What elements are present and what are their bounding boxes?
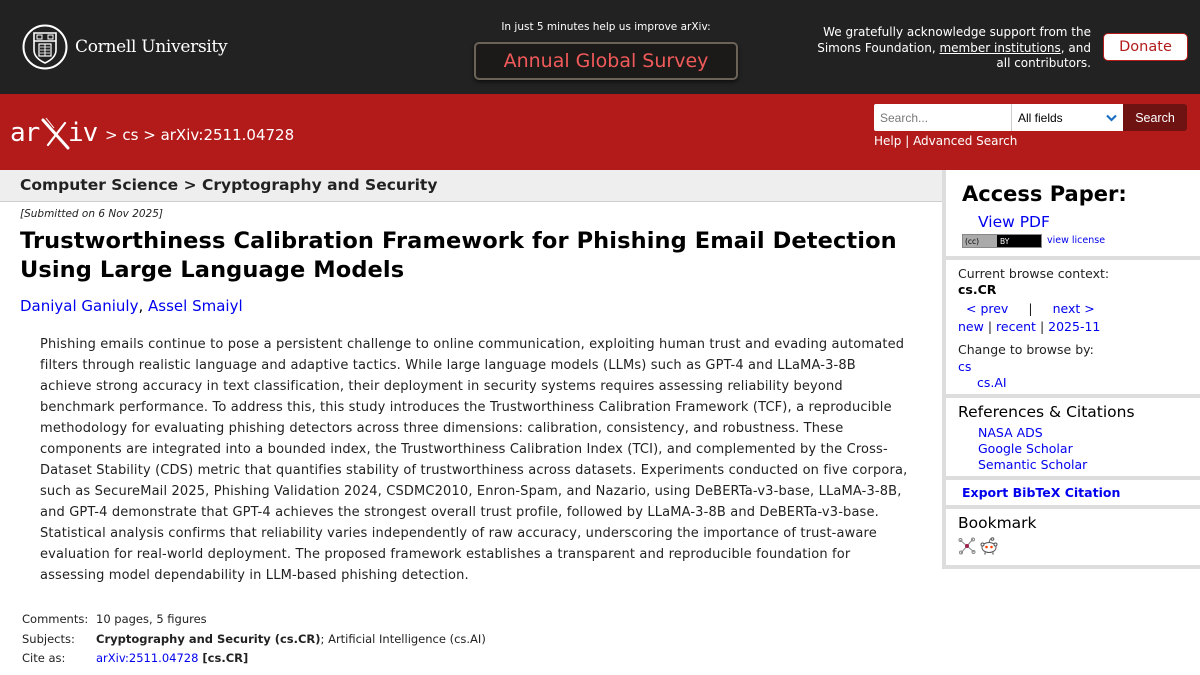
support-text-2: Simons Foundation, <box>817 40 936 55</box>
search-field-select[interactable] <box>1011 104 1123 131</box>
advanced-search-link[interactable]: Advanced Search <box>913 134 1018 148</box>
search-input[interactable] <box>874 104 1011 131</box>
support-text-1: We gratefully acknowledge support from the <box>823 25 1091 39</box>
nav-divider: | <box>1035 319 1049 334</box>
browse-context-box <box>946 260 1200 394</box>
comments-label: Comments: <box>22 612 89 626</box>
browse-cs-link[interactable]: cs <box>958 359 972 374</box>
svg-text:ar: ar <box>10 118 40 148</box>
view-pdf-link[interactable]: View PDF <box>978 213 1050 231</box>
help-link[interactable]: Help <box>874 134 902 148</box>
arxiv-header <box>0 94 1200 170</box>
author-link[interactable]: Assel Smaiyl <box>148 297 243 315</box>
abstract-text: Phishing emails continue to pose a persistent challenge to online communication, exploiting human trust and evading automated filters through realistic language and adaptive tactics. While large language models (LLMs) such as GPT-4 and LLaMA-3-8B achieve strong accuracy in text classification, their deployment in security systems requires assessing reliability beyond benchmark performance. To address this, this study introduces the Trustworthiness Calibration Framework (TCF), a reproducible methodology for evaluating phishing detectors across three dimensions: calibration, consistency, and robustness. These components are integrated into a bounded index, the Trustworthiness Calibration Index (TCI), and complemented by the Cross-Dataset Stability (CDS) metric that quantifies stability of trustworthiness across datasets. Experiments conducted on five corpora, such as SecureMail 2025, Phishing Validation 2024, CSDMC2010, Enron-Spam, and Nazario, using DeBERTa-v3-base, LLaMA-3-8B, and GPT-4 demonstrate that GPT-4 achieves the strongest overall trust profile, followed by LLaMA-3-8B and DeBERTa-v3-base. Statistical analysis confirms that reliability varies independently of raw accuracy, underscoring the importance of trust-aware evaluation for real-world deployment. The proposed framework establishes a transparent and reproducible foundation for assessing model dependability in LLM-based phishing detection. <box>40 337 908 583</box>
author-link[interactable]: Daniyal Ganiuly <box>20 297 139 315</box>
subjects-row <box>22 630 486 650</box>
cornell-seal-icon <box>22 24 68 70</box>
change-browse-label: Change to browse by: <box>958 342 1094 357</box>
access-paper-box <box>946 170 1200 256</box>
bookmark-icons <box>958 537 998 555</box>
survey-intro-text: In just 5 minutes help us improve arXiv: <box>501 21 711 33</box>
svg-text:iv: iv <box>68 118 98 148</box>
bibsonomy-icon[interactable] <box>958 537 976 555</box>
export-citation-box <box>946 480 1200 505</box>
chevron-down-icon <box>1106 114 1117 122</box>
breadcrumb-sep: > <box>105 126 118 144</box>
primary-subject: Cryptography and Security (cs.CR) <box>96 631 321 646</box>
cornell-logo-link[interactable] <box>22 24 227 70</box>
cc-by-license-icon[interactable] <box>962 234 1042 248</box>
prev-next-divider: | <box>1028 301 1033 316</box>
arxiv-logo-icon[interactable] <box>10 114 102 150</box>
metadata-table <box>22 610 486 669</box>
search-field-value: All fields <box>1018 110 1063 125</box>
semantic-scholar-link[interactable]: Semantic Scholar <box>978 457 1088 472</box>
month-listing-link[interactable]: 2025-11 <box>1048 319 1101 334</box>
survey-promo <box>474 21 738 80</box>
cc-badge-by: BY <box>1000 236 1010 246</box>
search-help-links <box>874 134 1017 148</box>
cite-arxiv-id-link[interactable]: arXiv:2511.04728 <box>96 651 199 665</box>
subject-heading: Computer Science > Cryptography and Security <box>0 170 942 202</box>
cornell-banner <box>0 0 1200 94</box>
cc-badge-cc: (cc) <box>963 235 997 247</box>
donate-button[interactable]: Donate <box>1103 33 1188 61</box>
browse-context-label: Current browse context: <box>958 266 1110 281</box>
next-link[interactable]: next > <box>1052 301 1095 316</box>
access-paper-heading: Access Paper: <box>962 182 1127 206</box>
extra-services-sidebar <box>942 170 1200 569</box>
browse-context-value: cs.CR <box>958 282 997 297</box>
view-license-link[interactable]: view license <box>1047 235 1106 246</box>
cornell-university-name: Cornell University <box>75 37 228 57</box>
paper-title: Trustworthiness Calibration Framework for Phishing Email Detection Using Large Language Models <box>20 228 897 283</box>
comments-row <box>22 610 486 630</box>
link-divider: | <box>905 134 910 148</box>
author-list <box>20 297 243 315</box>
annual-global-survey-button[interactable]: Annual Global Survey <box>474 42 738 80</box>
breadcrumb <box>105 126 294 144</box>
prev-next-nav <box>966 301 1095 316</box>
references-citations-box <box>946 398 1200 476</box>
member-institutions-link[interactable]: member institutions <box>939 40 1061 55</box>
cite-as-row <box>22 649 486 669</box>
support-acknowledgement <box>791 25 1091 72</box>
recent-listing-link[interactable]: recent <box>996 319 1036 334</box>
prev-link[interactable]: < prev <box>966 301 1009 316</box>
comments-value: 10 pages, 5 figures <box>96 612 207 626</box>
bookmark-heading: Bookmark <box>958 514 1037 532</box>
cite-as-label: Cite as: <box>22 651 66 665</box>
submission-date: [Submitted on 6 Nov 2025] <box>20 208 164 220</box>
search-form <box>874 104 1187 131</box>
listing-links <box>958 319 1100 334</box>
nasa-ads-link[interactable]: NASA ADS <box>978 425 1043 440</box>
search-button[interactable]: Search <box>1123 104 1187 131</box>
breadcrumb-sep: > <box>143 126 156 144</box>
export-bibtex-link[interactable]: Export BibTeX Citation <box>962 485 1121 500</box>
reddit-icon[interactable] <box>980 537 998 555</box>
support-text-4: all contributors. <box>996 56 1091 70</box>
subjects-label: Subjects: <box>22 631 75 646</box>
new-listing-link[interactable]: new <box>958 319 984 334</box>
author-separator: , <box>138 297 149 315</box>
breadcrumb-paper-id: arXiv:2511.04728 <box>160 126 295 144</box>
browse-cs-ai-link[interactable]: cs.AI <box>977 375 1007 390</box>
cite-category: [cs.CR] <box>198 651 249 665</box>
bookmark-box <box>946 509 1200 565</box>
references-heading: References & Citations <box>958 403 1135 421</box>
google-scholar-link[interactable]: Google Scholar <box>978 441 1073 456</box>
secondary-subjects: ; Artificial Intelligence (cs.AI) <box>320 631 486 646</box>
nav-divider: | <box>983 319 997 334</box>
support-text-3: , and <box>1060 40 1091 55</box>
paper-abstract-page <box>0 170 942 675</box>
breadcrumb-cs[interactable]: cs <box>122 126 139 144</box>
